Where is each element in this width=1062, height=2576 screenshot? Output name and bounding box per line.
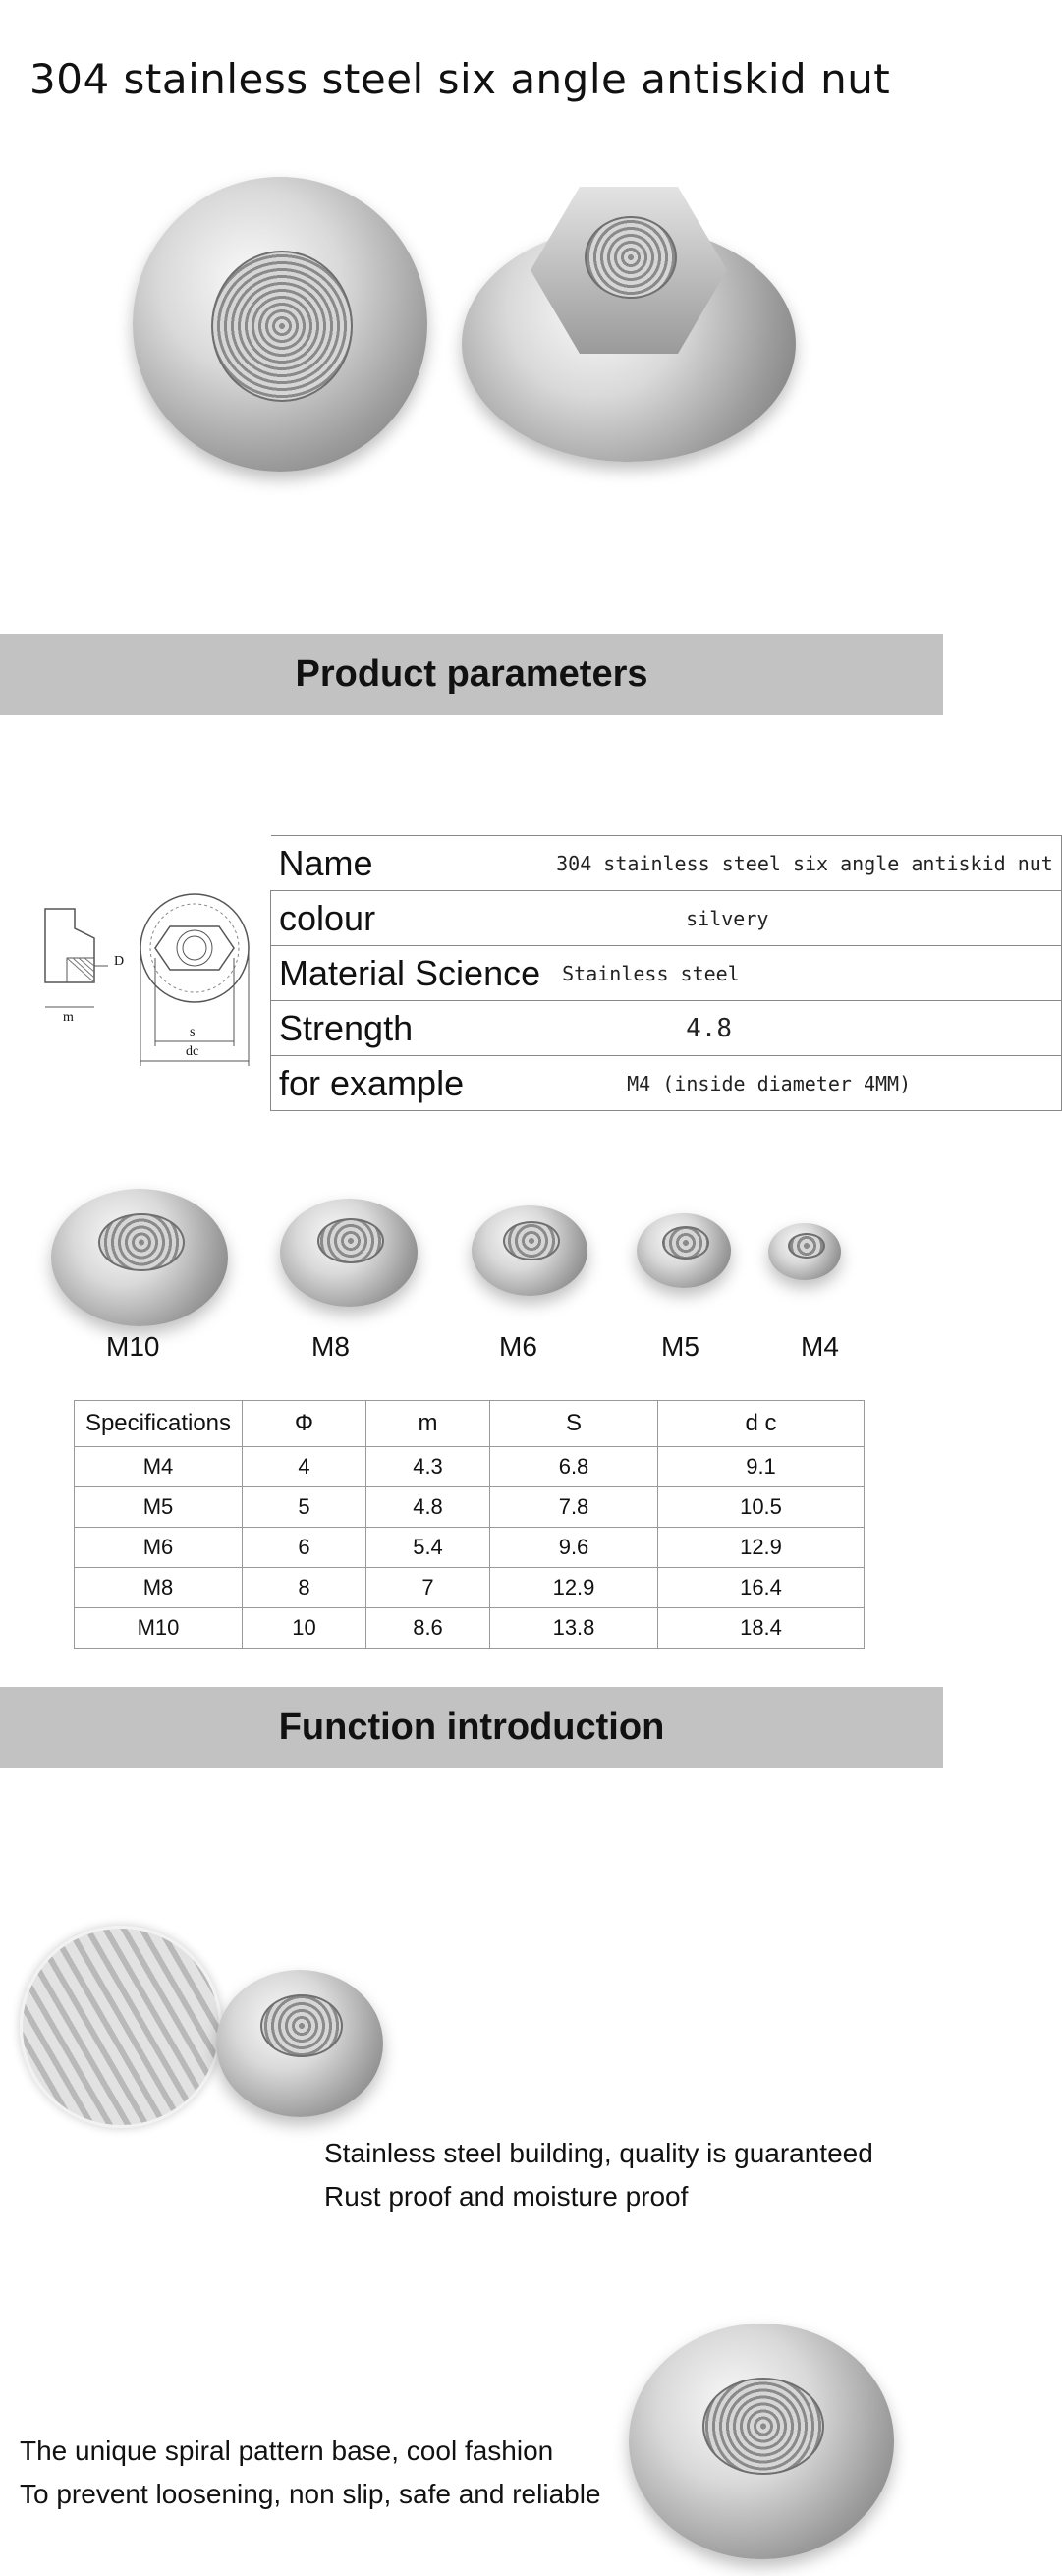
param-value: 304 stainless steel six angle antiskid nut [556,851,1053,875]
param-name: Material Science [279,952,541,993]
size-label: M5 [661,1331,699,1362]
diagram-label-m: m [63,1010,74,1025]
table-cell: 13.8 [490,1608,658,1649]
closeup-magnifier [20,1926,222,2128]
diagram-label-dc: dc [186,1044,199,1059]
param-row [271,946,1062,1001]
table-cell: 8 [243,1568,366,1608]
section-title: Function introduction [278,1707,665,1748]
size-comparison-image [0,1174,943,1371]
param-row-value-cell [548,836,1061,891]
table-row [75,1487,865,1528]
param-name: Name [278,842,373,883]
size-label: M6 [499,1331,537,1362]
table-cell: 9.6 [490,1528,658,1568]
param-name: colour [279,897,376,938]
table-cell: M6 [75,1528,243,1568]
table-row [75,1447,865,1487]
nut-dimension-diagram [28,889,263,1076]
diagram-label-D: D [114,954,125,969]
nut-m5 [637,1213,731,1288]
diagram-label-s: s [190,1025,196,1039]
size-label: M8 [311,1331,350,1362]
param-row-name-cell [271,946,549,1001]
table-cell: 6.8 [490,1447,658,1487]
function-text-block-2 [20,2430,601,2516]
nut-m4 [768,1223,841,1280]
table-cell: 8.6 [366,1608,490,1649]
table-cell: 4.3 [366,1447,490,1487]
nut-m8 [280,1199,418,1307]
function-image-nut [629,2324,894,2559]
header-cell: d c [658,1401,865,1447]
table-cell: 5 [243,1487,366,1528]
param-row [271,1001,1062,1056]
feature-line: The unique spiral pattern base, cool fashion [20,2436,554,2466]
size-label: M4 [801,1331,839,1362]
table-cell: M4 [75,1447,243,1487]
section-header-product-parameters [0,634,943,715]
header-cell: S [490,1401,658,1447]
table-cell: 12.9 [658,1528,865,1568]
nut-m6 [472,1205,587,1296]
table-cell: M8 [75,1568,243,1608]
section-header-function-introduction [0,1687,943,1768]
param-value: silvery [686,906,769,930]
param-row-value-cell [548,1056,1061,1111]
param-row-value-cell [548,891,1061,946]
function-image-closeup [15,1921,388,2127]
param-value: M4 (inside diameter 4MM) [627,1071,912,1095]
table-row [75,1528,865,1568]
param-row-name-cell [271,1001,549,1056]
table-row [75,1608,865,1649]
table-cell: 18.4 [658,1608,865,1649]
section-title: Product parameters [295,653,648,695]
table-cell: 7.8 [490,1487,658,1528]
table-cell: 6 [243,1528,366,1568]
table-row [75,1568,865,1608]
nut-flange-view [133,177,427,472]
size-label: M10 [106,1331,160,1362]
function-text-block-1 [324,2132,873,2218]
nut-closeup [216,1970,383,2117]
feature-line: To prevent loosening, non slip, safe and reliable [20,2479,601,2509]
table-cell: 7 [366,1568,490,1608]
param-row-value-cell [548,946,1061,1001]
table-cell: 12.9 [490,1568,658,1608]
param-value: Stainless steel [562,961,740,985]
table-cell: 9.1 [658,1447,865,1487]
param-row [271,836,1062,891]
page-title: 304 stainless steel six angle antiskid nut [29,55,891,103]
table-cell: 16.4 [658,1568,865,1608]
parameters-table [270,835,1062,1111]
feature-line: Stainless steel building, quality is guaranteed [324,2138,873,2168]
diagram-svg [28,889,263,1076]
table-cell: 5.4 [366,1528,490,1568]
param-row [271,891,1062,946]
nut-hex-view [462,226,796,462]
table-cell: 10 [243,1608,366,1649]
specifications-table [74,1400,865,1649]
table-cell: 4.8 [366,1487,490,1528]
param-name: for example [279,1062,465,1103]
table-header-row [75,1401,865,1447]
param-row [271,1056,1062,1111]
header-cell: m [366,1401,490,1447]
header-cell: Specifications [75,1401,243,1447]
hero-product-image [128,167,815,481]
param-row-name-cell [271,1056,549,1111]
header-cell: Φ [243,1401,366,1447]
table-cell: M10 [75,1608,243,1649]
param-row-value-cell [548,1001,1061,1056]
param-value: 4.8 [686,1013,733,1043]
nut-m10 [51,1189,228,1326]
feature-line: Rust proof and moisture proof [324,2181,689,2212]
table-cell: 4 [243,1447,366,1487]
table-cell: M5 [75,1487,243,1528]
param-row-name-cell [271,836,549,891]
param-row-name-cell [271,891,549,946]
table-cell: 10.5 [658,1487,865,1528]
param-name: Strength [279,1007,414,1048]
